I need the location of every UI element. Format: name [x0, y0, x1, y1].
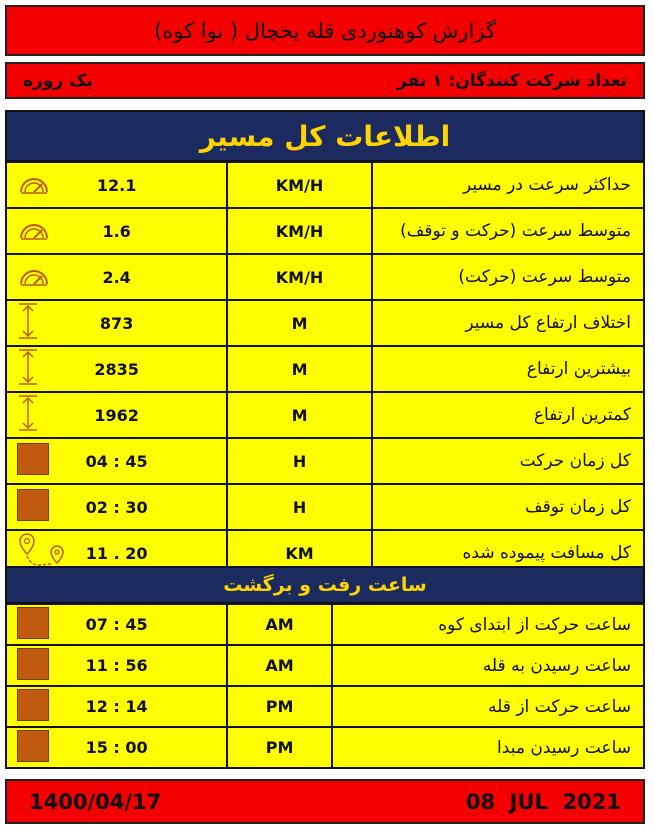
square-icon: [17, 730, 49, 766]
report-title-bar: [5, 5, 645, 56]
time-row: [6, 727, 644, 768]
time-label: ساعت حرکت از قله: [332, 686, 644, 727]
route-value: 11 . 20: [85, 543, 148, 563]
time-row: [6, 645, 644, 686]
time-value-cell: [6, 727, 227, 768]
speedometer-icon: [17, 170, 51, 200]
time-value: 15 : 00: [85, 738, 148, 757]
route-row: [6, 254, 644, 300]
route-unit: KM/H: [227, 254, 372, 300]
route-label: متوسط سرعت (حرکت و توقف): [372, 208, 644, 254]
speedometer-icon: [17, 262, 51, 292]
time-row: [6, 604, 644, 645]
time-value: 12 : 14: [85, 697, 148, 716]
route-value-cell: [6, 208, 227, 254]
time-label: ساعت رسیدن به قله: [332, 645, 644, 686]
route-unit: H: [227, 484, 372, 530]
route-value: 1962: [94, 405, 139, 425]
time-value-cell: [6, 604, 227, 645]
route-row: [6, 484, 644, 530]
route-value: 02 : 30: [85, 497, 148, 517]
route-label: حداکثر سرعت در مسیر: [372, 162, 644, 208]
route-value-cell: [6, 392, 227, 438]
route-label: اختلاف ارتفاع کل مسیر: [372, 300, 644, 346]
speedometer-icon: [17, 216, 51, 246]
square-icon: [17, 607, 49, 643]
date-footer-bar: [5, 779, 645, 824]
route-unit: KM/H: [227, 208, 372, 254]
vertical-arrow-icon: [17, 302, 39, 344]
route-value: 12.1: [96, 175, 137, 195]
time-unit: AM: [227, 604, 332, 645]
route-label: متوسط سرعت (حرکت): [372, 254, 644, 300]
times-section-title: ساعت رفت و برگشت: [223, 574, 427, 596]
persian-date: 1400/04/17: [29, 789, 162, 814]
participants-count: تعداد شرکت کنندگان: ۱ نفر: [397, 70, 627, 91]
gregorian-date: 08 JUL 2021: [465, 789, 621, 814]
route-value: 2835: [94, 359, 139, 379]
route-unit: M: [227, 346, 372, 392]
square-icon: [17, 443, 49, 479]
route-label: کل مسافت پیموده شده: [372, 530, 644, 576]
route-row: [6, 392, 644, 438]
route-row: [6, 438, 644, 484]
square-icon: [17, 648, 49, 684]
report-title: گزارش کوهنوردی قله یخچال ( نوا کوه): [154, 18, 496, 43]
route-value: 04 : 45: [85, 451, 148, 471]
square-icon: [17, 689, 49, 725]
route-section-header: [5, 110, 645, 162]
time-label: ساعت رسیدن مبدا: [332, 727, 644, 768]
route-value-cell: [6, 300, 227, 346]
route-value-cell: [6, 346, 227, 392]
time-value-cell: [6, 686, 227, 727]
route-value-cell: [6, 484, 227, 530]
time-unit: PM: [227, 727, 332, 768]
route-value: 2.4: [102, 267, 131, 287]
time-unit: AM: [227, 645, 332, 686]
route-label: کل زمان توقف: [372, 484, 644, 530]
times-section-header: [5, 566, 645, 604]
route-label: بیشترین ارتفاع: [372, 346, 644, 392]
trip-duration: یک روزه: [23, 70, 93, 91]
route-row: [6, 162, 644, 208]
route-value: 873: [99, 313, 134, 333]
time-value: 07 : 45: [85, 615, 148, 634]
time-value-cell: [6, 645, 227, 686]
times-table: [5, 603, 645, 769]
route-unit: KM: [227, 530, 372, 576]
time-value: 11 : 56: [85, 656, 148, 675]
route-unit: M: [227, 300, 372, 346]
route-row: [6, 300, 644, 346]
route-value-cell: [6, 438, 227, 484]
vertical-arrow-icon: [17, 394, 39, 436]
time-unit: PM: [227, 686, 332, 727]
route-unit: H: [227, 438, 372, 484]
route-section-title: اطلاعات کل مسیر: [199, 119, 451, 153]
route-unit: KM/H: [227, 162, 372, 208]
route-row: [6, 208, 644, 254]
route-value-cell: [6, 162, 227, 208]
route-row: [6, 346, 644, 392]
time-label: ساعت حرکت از ابتدای کوه: [332, 604, 644, 645]
time-row: [6, 686, 644, 727]
route-info-table: [5, 161, 645, 577]
vertical-arrow-icon: [17, 348, 39, 390]
participants-bar: [5, 62, 645, 99]
square-icon: [17, 489, 49, 525]
route-label: کل زمان حرکت: [372, 438, 644, 484]
route-unit: M: [227, 392, 372, 438]
route-value-cell: [6, 254, 227, 300]
route-value: 1.6: [102, 221, 131, 241]
route-label: کمترین ارتفاع: [372, 392, 644, 438]
